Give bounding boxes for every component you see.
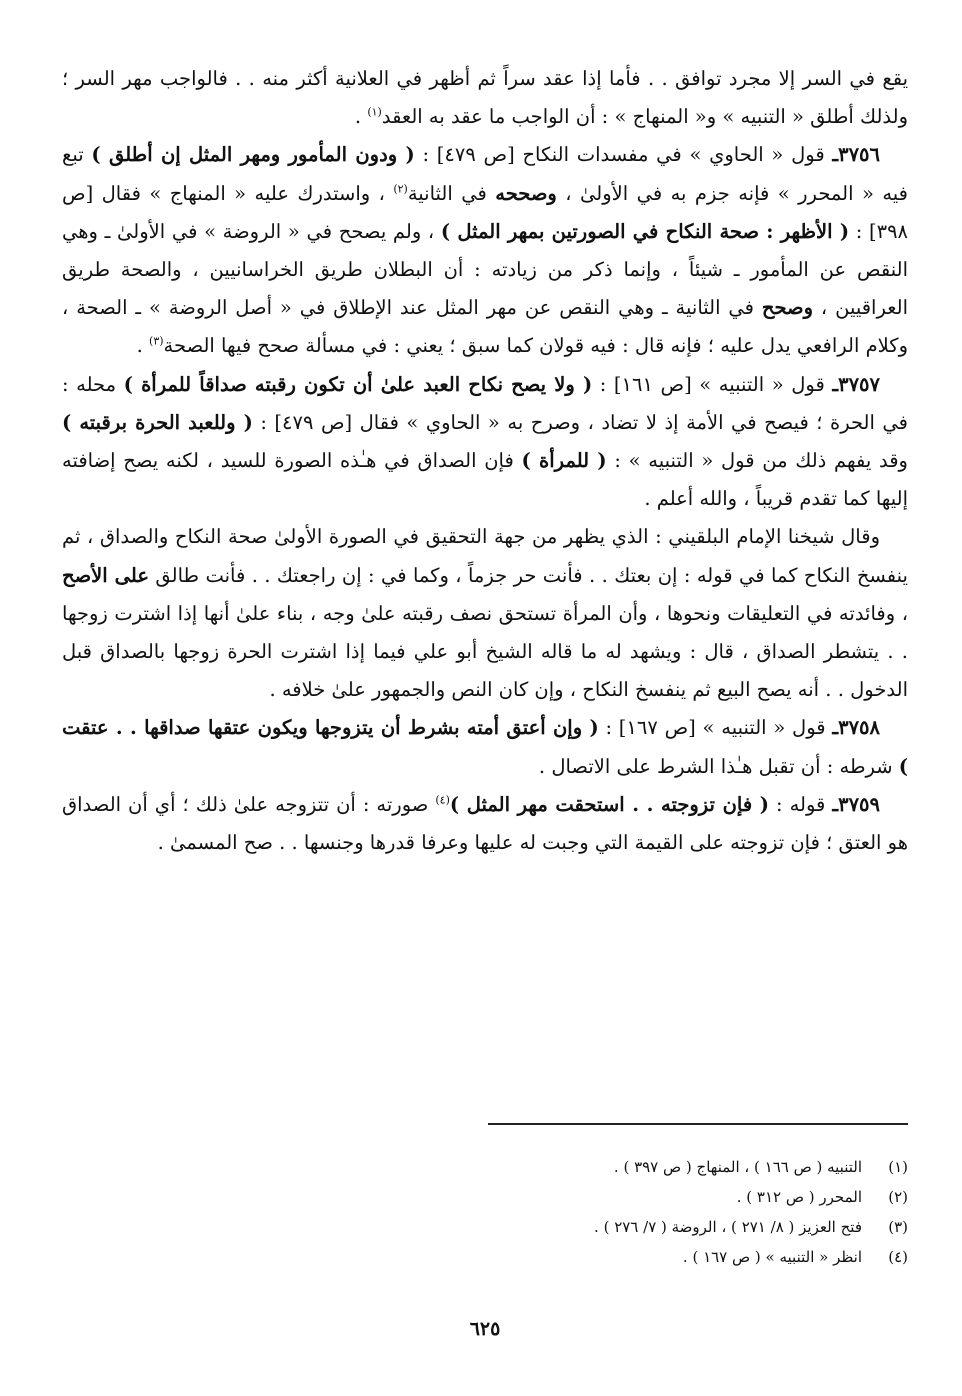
text-run: قول « التنبيه » [ص ١٦٧] : [598,716,833,740]
footnote-text: التنبيه ( ص ١٦٦ ) ، المنهاج ( ص ٣٩٧ ) . [613,1158,862,1176]
text-run: في الثانية ـ وهي النقص عن مهر المثل عند الإطلاق في « أصل الروضة » ـ الصحة ، وكلام الرافعي يدل عليه ؛ فإنه قال : فيه قولان كما سبق ؛ يعني : في مسألة صحح فيها الصحة [62,296,908,358]
footnote-text: المحرر ( ص ٣١٢ ) . [736,1188,862,1206]
footnote-separator [488,1123,908,1125]
text-run: شرطه : أن تقبل هـٰذا الشرط على الاتصال . [538,754,899,778]
footnote-text: فتح العزيز ( ٨/ ٢٧١ ) ، الروضة ( ٧/ ٢٧٦ ) . [594,1218,862,1236]
footnote-item [62,1152,908,1182]
footnote-item [62,1212,908,1242]
text-run: قول « التنبيه » [ص ١٦١] : [592,372,833,396]
footnote-number: (٣) [888,1218,908,1236]
text-run: وقال شيخنا الإمام البلقيني : الذي يظهر من جهة التحقيق في الصورة الأولىٰ صحة النكاح والصداق ، ثم ينفسخ النكاح كما في قوله : إن بعتك . . فأنت حر جزماً ، وكما في : إن راجعتك . . فأنت طالق [62,525,908,587]
text-run: . [136,334,150,358]
entry-number: ٣٧٥٩ـ [832,792,881,816]
page-number: ٦٢٥ [469,1318,501,1340]
footnote-number: (٢) [888,1188,908,1206]
quoted-text: ( للمرأة ) [521,449,607,473]
bold-term: وصححه [495,181,557,205]
quoted-text: ( وإن أعتق أمته بشرط أن يتزوجها ويكون عتقها صداقها . . عتقت ) [62,716,908,778]
quoted-text: ( وللعبد الحرة برقبته ) [62,410,253,434]
text-run: تبع فيه « المحرر » فإنه جزم به في الأولىٰ ، [62,143,908,205]
text-run: . [354,105,368,129]
footnote-ref[interactable]: (٣) [149,334,164,348]
text-run: يقع في السر إلا مجرد توافق . . فأما إذا عقد سراً ثم أظهر في العلانية أكثر منه . . فالواجب مهر السر ؛ ولذلك أطلق « التنبيه » و« المنهاج » : أن الواجب ما عقد به العقد [62,67,908,129]
quoted-text: ( فإن تزوجته . . استحقت مهر المثل ) [449,792,769,816]
text-run: فإن الصداق في هـٰذه الصورة للسيد ، لكنه يصح إضافته إليها كما تقدم قريباً ، والله أعلم . [62,449,908,511]
paragraph-3757 [62,366,908,519]
bold-term: وصحح [761,296,814,320]
paragraph-3759 [62,786,908,862]
text-run: قوله : [769,792,833,816]
bold-term: على الأصح [62,563,150,587]
paragraph-continuation [62,60,908,136]
paragraph-3756 [62,136,908,365]
entry-number: ٣٧٥٦ـ [832,143,881,167]
book-page [62,60,908,1360]
text-run: ، واستدرك عليه « المنهاج » فقال [ص ٣٩٨] : [62,181,909,243]
entry-number: ٣٧٥٨ـ [832,716,880,740]
footnote-item [62,1242,908,1272]
paragraph-3758 [62,709,908,785]
main-text [62,60,908,862]
footnote-item [62,1182,908,1212]
quoted-text: ( ودون المأمور ومهر المثل إن أطلق ) [91,143,415,167]
text-run: وقد يفهم ذلك من قول « التنبيه » : [606,449,908,473]
entry-number: ٣٧٥٧ـ [832,372,881,396]
text-run: قول « الحاوي » في مفسدات النكاح [ص ٤٧٩] : [414,143,833,167]
quoted-text: ( ولا يصح نكاح العبد علىٰ أن تكون رقبته صداقاً للمرأة ) [123,372,593,396]
footnote-number: (٤) [888,1248,908,1266]
text-run: في الثانية [407,181,496,205]
text-run: ، وفائدته في التعليقات ونحوها ، وأن المرأة تستحق نصف رقبته علىٰ وجه ، بناء علىٰ أنها إذا اشترت زوجها . . يتشطر الصداق ، قال : ويشهد له ما قاله الشيخ أبو علي فيما إذا اشترت الحرة زوجها بالصداق قبل الدخول . . أنه يصح البيع ثم ينفسخ النكاح ، وإن كان النص والجمهور علىٰ خلافه . [62,601,908,702]
text-run: محله : في الحرة ؛ فيصح في الأمة إذ لا تضاد ، وصرح به « الحاوي » فقال [ص ٤٧٩] : [62,372,908,434]
footnote-ref[interactable]: (٢) [393,182,408,196]
footnote-ref[interactable]: (٤) [435,793,450,807]
footnote-number: (١) [888,1158,908,1176]
footnote-ref[interactable]: (١) [367,105,382,119]
footnote-text: انظر « التنبيه » ( ص ١٦٧ ) . [682,1248,862,1266]
text-run: صورته : أن تتزوجه علىٰ ذلك ؛ أي أن الصداق هو العتق ؛ فإن تزوجته على القيمة التي وجبت له عليها وعرفا قدرها وجنسها . . صح المسمىٰ . [62,792,908,855]
text-run: ، ولم يصحح في « الروضة » في الأولىٰ ـ وهي النقص عن المأمور ـ شيئاً ، وإنما ذكر من زيادته : أن البطلان طريق الخراسانيين ، والصحة طريق العراقيين ، [62,219,908,320]
paragraph-bulqini [62,518,908,709]
quoted-text: ( الأظهر : صحة النكاح في الصورتين بمهر المثل ) [440,219,850,243]
footnotes [62,1152,908,1272]
